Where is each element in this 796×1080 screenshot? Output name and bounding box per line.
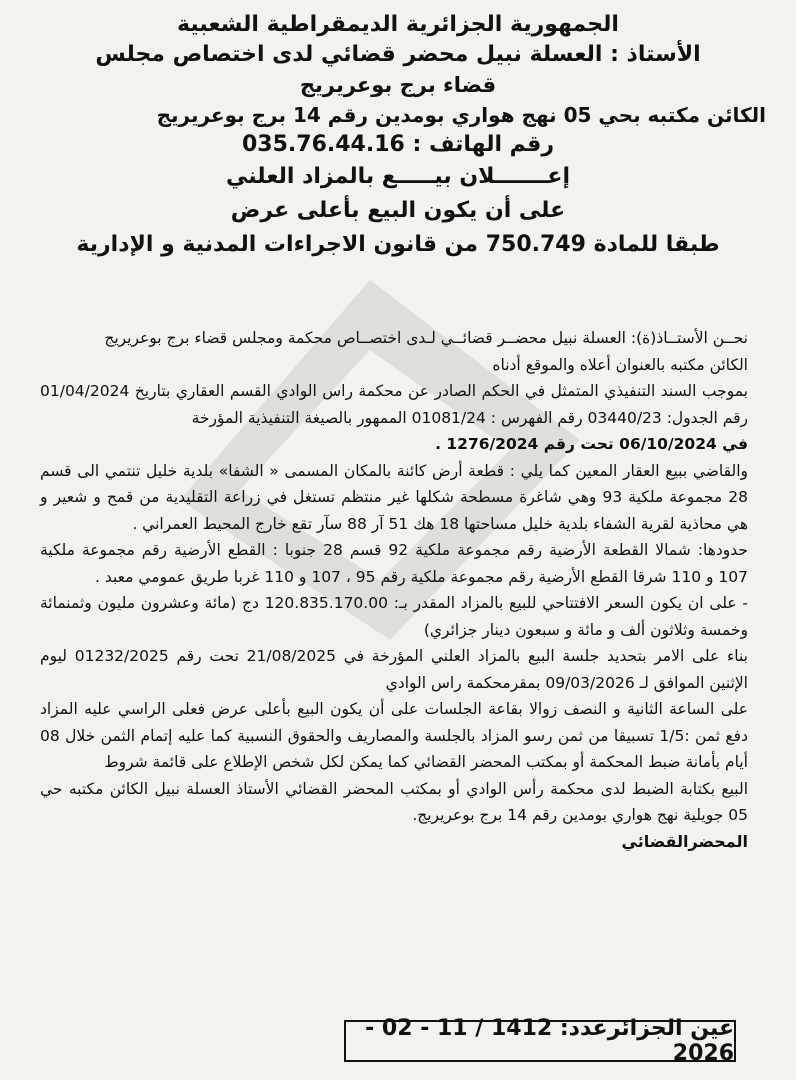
signature-label: المحضرالقضائي [621, 831, 748, 851]
property-boundaries-paragraph: حدودها: شمالا القطعة الأرضية رقم مجموعة ملكية 92 قسم 28 جنوبا : القطع الأرضية رقم مجموعة ملكية 107 و 110 شرقا القطع الأرضية رقم مجموعة ملكية رقم 95 ، 107 و 110 غربا طريق عمومي معبد . [40, 541, 749, 586]
office-address-line: الكائن مكتبه بحي 05 نهج هواري بومدين رقم 14 برج بوعريريج [156, 103, 766, 127]
phone-line: رقم الهاتف : 035.76.44.16 [242, 132, 554, 157]
auction-session-paragraph: بناء على الامر بتحديد جلسة البيع بالمزاد العلني المؤرخة في 21/08/2025 تحت رقم 01232/2025 ليوم الإثنين الموافق لـ 09/03/2026 بمقرمحكمة راس الوادي [40, 647, 748, 692]
conditions-location-paragraph: البيع بكتابة الضبط لدى محكمة رأس الوادي أو بمكتب المحضر القضائي الأستاذ العسلة نبيل الكائن مكتبه حي 05 جويلية نهج هواري بومدين رقم 14 برج بوعريريج. [40, 779, 748, 824]
bailiff-intro-paragraph: نحــن الأستــاذ(ة): العسلة نبيل محضــر قضائــي لـدى اختصــاص محكمة ومجلس قضاء برج بوعريريج [104, 329, 748, 347]
highest-bid-line: على أن يكون البيع بأعلى عرض [230, 198, 566, 223]
execution-date-paragraph: في 06/10/2024 تحت رقم 1276/2024 . [435, 435, 748, 453]
newspaper-issue-stamp: عين الجزائرعدد: 1412 / 11 - 02 - 2026 [344, 1020, 736, 1062]
opening-price-paragraph: - على ان يكون السعر الافتتاحي للبيع بالمزاد المقدر بـ: 120.835.170.00 دج (مائة وعشرون مليون وثمنمائة وخمسة وثلاثون ألف و مائة و سبعون دينار جزائري) [40, 594, 748, 639]
notice-body [40, 325, 748, 855]
property-description-paragraph: والقاضي ببيع العقار المعين كما يلي : قطعة أرض كائنة بالمكان المسمى « الشفا» بلدية خليل تنتمي الى قسم 28 مجموعة ملكية 93 وهي شاغرة مسطحة شكلها غير منتظم تستغل في زراعة التقليدية من قمح و شعير و هي محاذية لقرية الشفاء بلدية خليل مساحتها 18 هك 51 آر 88 سآر تقع خارج المحيط العمراني . [40, 461, 748, 533]
court-jurisdiction-line: قضاء برج بوعريريج [299, 73, 497, 97]
notice-header [0, 0, 796, 262]
office-location-paragraph: الكائن مكتبه بالعنوان أعلاه والموقع أدناه [492, 355, 748, 374]
auction-announcement-title: إعـــــــلان بيـــــع بالمزاد العلني [225, 164, 571, 189]
enforcement-title-paragraph: بموجب السند التنفيذي المتمثل في الحكم الصادر عن محكمة راس الوادي القسم العقاري بتاريخ 01/04/2024 رقم الجدول: 03440/23 رقم الفهرس : 01081/24 الممهور بالصيغة التنفيذية المؤرخة [40, 382, 748, 427]
bailiff-name-line: الأستاذ : العسلة نبيل محضر قضائي لدى اختصاص مجلس [95, 42, 701, 67]
payment-terms-paragraph: على الساعة الثانية و النصف زوالا بقاعة الجلسات على أن يكون البيع بأعلى عرض فعلى الراسي عليه المزاد دفع ثمن :1/5 تسبيقا من ثمن رسو المزاد بالجلسة والمصاريف والحقوق النسبية كما عليه إتمام الثمن خلال 08 أيام بأمانة ضبط المحكمة أو بمكتب المحضر القضائي كما يمكن لكل شخص الإطلاع على قائمة شروط [40, 700, 748, 771]
legal-article-line: طبقا للمادة 750.749 من قانون الاجراءات المدنية و الإدارية [76, 232, 720, 257]
republic-title: الجمهورية الجزائرية الديمقراطية الشعبية [177, 12, 619, 37]
